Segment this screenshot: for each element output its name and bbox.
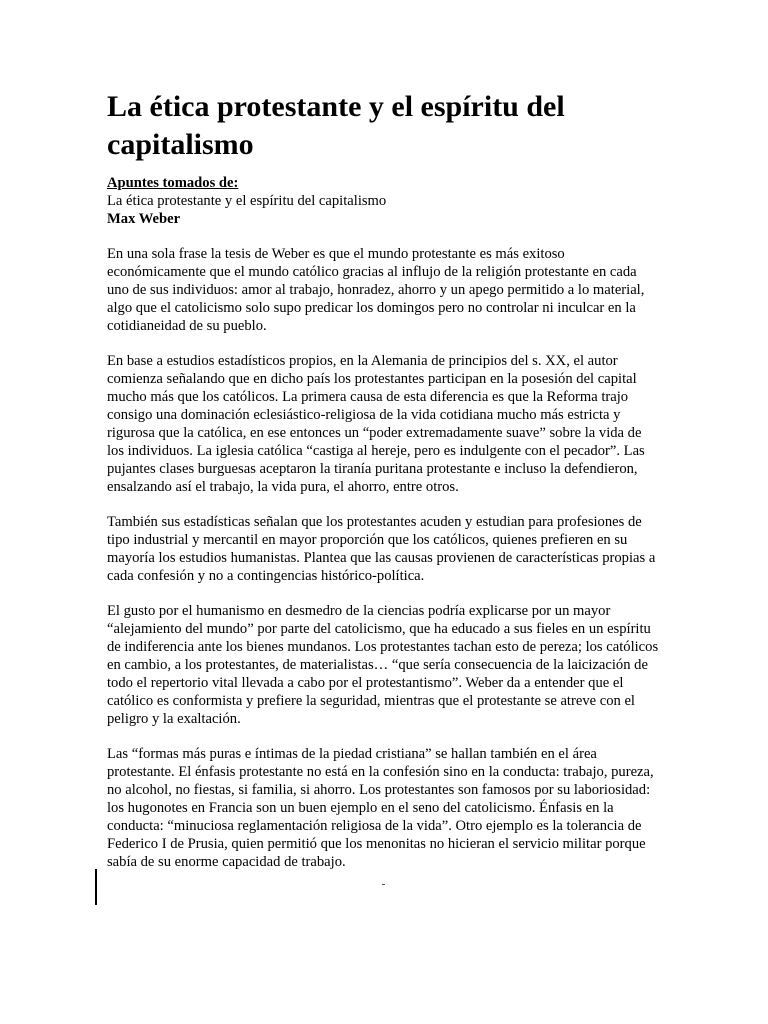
paragraph: El gusto por el humanismo en desmedro de la ciencias podría explicarse por un mayor “alejamiento del mundo” por parte del catolicismo, que ha educado a sus fieles en un espíritu de indiferencia ante los bienes mundanos. Los protestantes tachan esto de pereza; los católicos en cambio, a los protestantes, de materialistas… “que sería consecuencia de la laicización de todo el repertorio vital llevada a cabo por el protestantismo”. Weber da a entender que el católico es conformista y prefiere la seguridad, mientras que el protestante se atreve con el peligro y la exaltación.	[107, 603, 659, 727]
document-title: La ética protestante y el espíritu del capitalismo	[107, 90, 565, 161]
paragraph: En base a estudios estadísticos propios, en la Alemania de principios del s. XX, el autor comienza señalando que en dicho país los protestantes participan en la posesión del capital mucho más que los católicos. La primera causa de esta diferencia es que la Reforma trajo consigo una dominación eclesiástico-religiosa de la vida cotidiana mucho más estricta y rigurosa que la católica, en ese entonces un “poder extremadamente suave” sobre la vida de los individuos. La iglesia católica “castiga al hereje, pero es indulgente con el pecador”. Las pujantes clases burguesas aceptaron la tiranía puritana protestante e incluso la defendieron, ensalzando así el trabajo, la vida pura, el ahorro, entre otros.	[107, 353, 645, 495]
paragraph: En una sola frase la tesis de Weber es que el mundo protestante es más exitoso económicamente que el mundo católico gracias al influjo de la religión protestante en cada uno de sus individuos: amor al trabajo, honradez, ahorro y un apego permitido a lo material, algo que el catolicismo solo supo predicar los domingos pero no controlar ni inculcar en la cotidianeidad de su pueblo.	[107, 246, 645, 334]
stray-mark	[382, 884, 385, 885]
author-name: Max Weber	[107, 211, 181, 227]
margin-bar	[95, 869, 97, 905]
paragraph: Las “formas más puras e íntimas de la piedad cristiana” se hallan también en el área protestante. El énfasis protestante no está en la confesión sino en la conducta: trabajo, pureza, no alcohol, no fiestas, si familia, si ahorro. Los protestantes son famosos por su laboriosidad: los hugonotes en Francia son un buen ejemplo en el seno del catolicismo. Énfasis en la conducta: “minuciosa reglamentación religiosa de la vida”. Otro ejemplo es la tolerancia de Federico I de Prusia, quien permitió que los menonitas no hicieran el servicio militar porque sabía de su enorme capacidad de trabajo.	[107, 746, 654, 870]
paragraph: También sus estadísticas señalan que los protestantes acuden y estudian para profesiones de tipo industrial y mercantil en mayor proporción que los católicos, quienes prefieren en su mayoría los estudios humanistas. Plantea que las causas provienen de características propias a cada confesión y no a contingencias histórico-política.	[107, 514, 656, 584]
source-heading: Apuntes tomados de:	[107, 175, 239, 191]
source-block	[107, 174, 662, 228]
source-title: La ética protestante y el espíritu del capitalismo	[107, 193, 387, 209]
document-body	[107, 174, 662, 888]
